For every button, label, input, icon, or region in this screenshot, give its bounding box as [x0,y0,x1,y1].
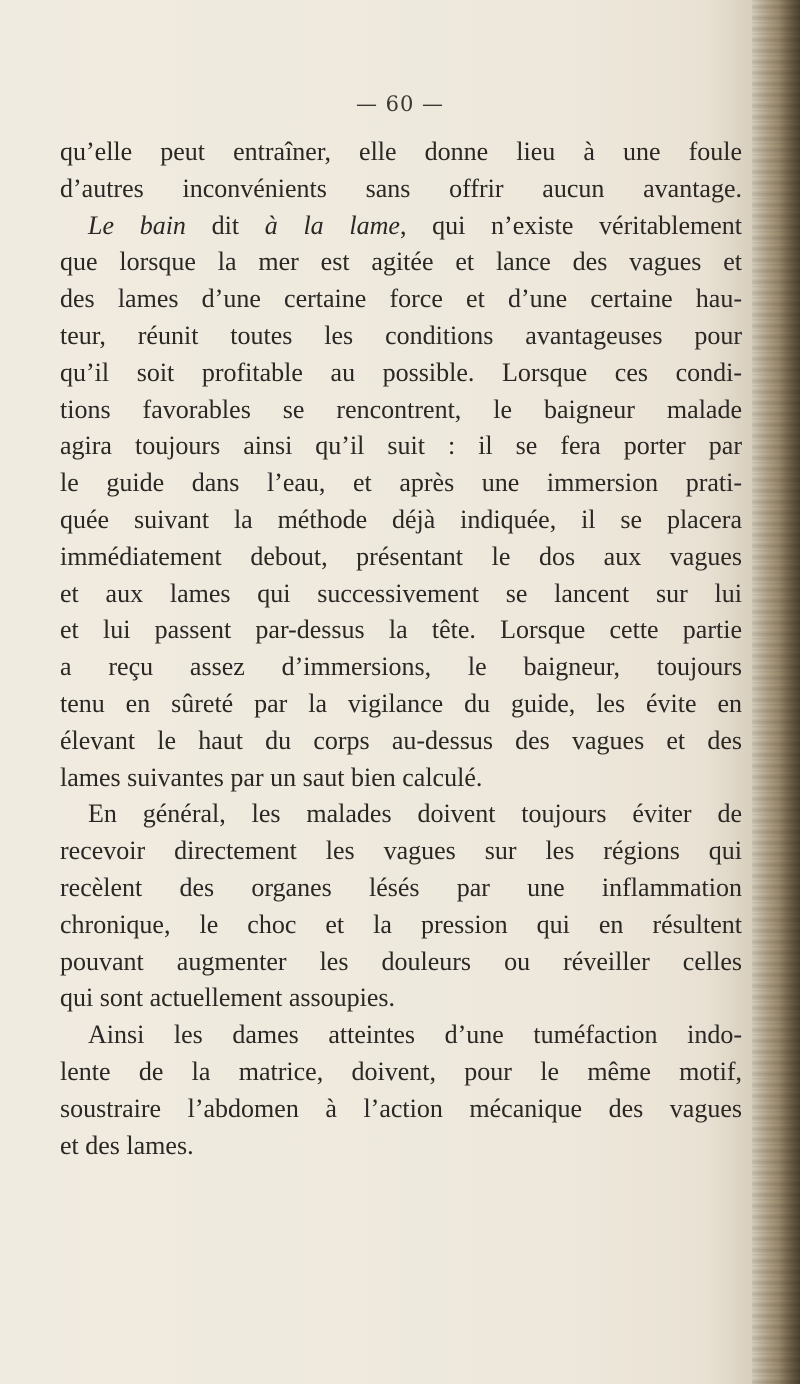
text-line: recèlent des organes lésés par une inflammation [60,872,742,902]
text-line: qui sont actuellement assoupies. [60,983,396,1013]
text-line: et aux lames qui successivement se lancent sur lui [60,578,742,608]
text-line: lente de la matrice, doivent, pour le même motif, [60,1056,742,1086]
text-line: En général, les malades doivent toujours éviter de [88,799,742,829]
text-line: et des lames. [60,1130,194,1160]
text-line: qu’elle peut entraîner, elle donne lieu à une foule [60,137,742,166]
text-line: et lui passent par-dessus la tête. Lorsque cette partie [60,615,742,645]
text-line: d’autres inconvénients sans offrir aucun avantage. [60,173,742,203]
text-line: recevoir directement les vagues sur les régions qui [60,836,742,866]
text-line: que lorsque la mer est agitée et lance des vagues et [60,247,742,277]
text-line: chronique, le choc et la pression qui en résultent [60,909,742,939]
text-line: teur, réunit toutes les conditions avantageuses pour [60,320,742,350]
text-line: tenu en sûreté par la vigilance du guide, les évite en [60,688,742,718]
body-text [60,134,742,1164]
text-line-italic-lead: Le bain dit à la lame, qui n’existe véritablement [88,210,742,240]
text-line: quée suivant la méthode déjà indiquée, il se placera [60,504,742,534]
page-edge-shadow [752,0,800,1384]
text-line: a reçu assez d’immersions, le baigneur, toujours [60,652,742,682]
text-line: soustraire l’abdomen à l’action mécanique des vagues [60,1093,742,1123]
page-number: — 60 — [355,92,445,116]
text-line: élevant le haut du corps au-dessus des vagues et des [60,725,742,755]
text-line: lames suivantes par un saut bien calculé. [60,762,483,792]
text-line: tions favorables se rencontrent, le baigneur malade [60,394,742,424]
italic-term: Le bain [88,210,186,240]
text-line: des lames d’une certaine force et d’une certaine hau- [60,284,742,314]
text-line: Ainsi les dames atteintes d’une tuméfaction indo- [88,1020,742,1050]
text-line: le guide dans l’eau, et après une immersion prati- [60,468,742,498]
italic-term: à la lame [264,210,400,240]
text-line: qu’il soit profitable au possible. Lorsque ces condi- [60,357,742,387]
text-line: agira toujours ainsi qu’il suit : il se fera porter par [60,431,742,461]
text-line: pouvant augmenter les douleurs ou réveiller celles [60,946,742,976]
text-line: immédiatement debout, présentant le dos aux vagues [60,541,742,571]
